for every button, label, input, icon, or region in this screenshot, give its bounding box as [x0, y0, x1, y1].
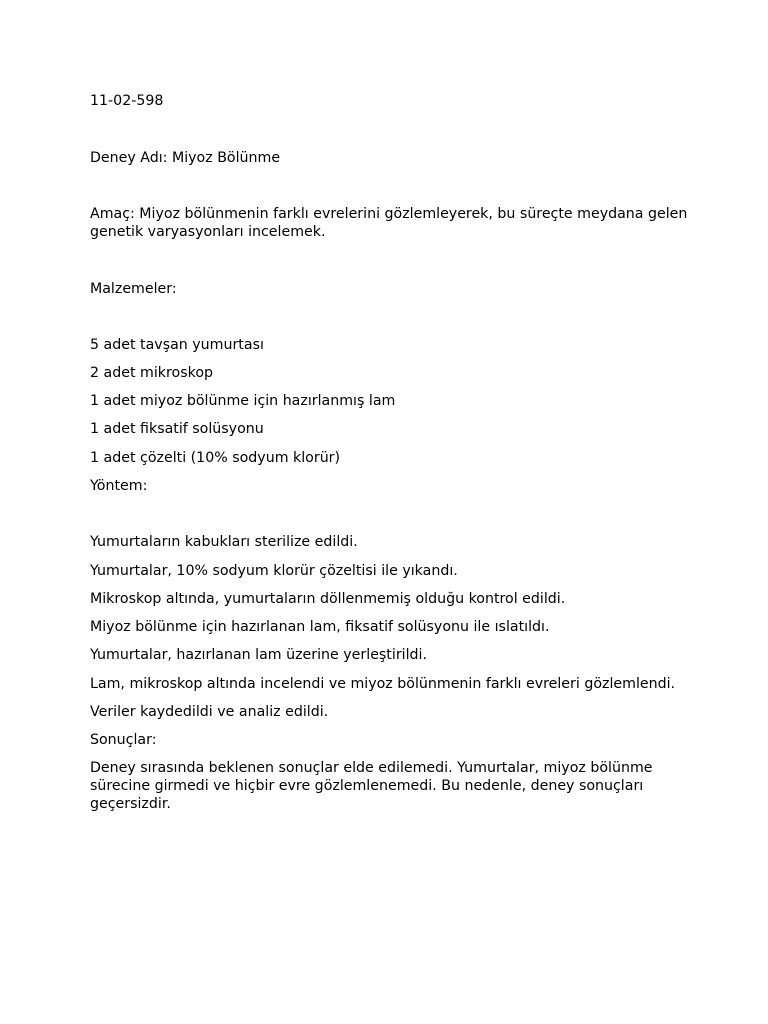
results-line: sürecine girmedi ve hiçbir evre gözlemlenemedi. Bu nedenle, deney sonuçları — [90, 778, 644, 794]
material-item: 5 adet tavşan yumurtası — [90, 337, 264, 353]
experiment-title: Deney Adı: Miyoz Bölünme — [90, 150, 281, 166]
material-item: 1 adet miyoz bölünme için hazırlanmış lam — [90, 393, 396, 409]
material-item: 1 adet fiksatif solüsyonu — [90, 421, 264, 437]
aim-line: Amaç: Miyoz bölünmenin farklı evrelerini gözlemleyerek, bu süreçte meydana gelen — [90, 206, 688, 222]
method-step: Veriler kaydedildi ve analiz edildi. — [90, 704, 329, 720]
method-step: Yumurtalar, hazırlanan lam üzerine yerleştirildi. — [90, 647, 427, 663]
results-line: Deney sırasında beklenen sonuçlar elde edilemedi. Yumurtalar, miyoz bölünme — [90, 760, 653, 776]
aim-paragraph — [90, 205, 690, 241]
results-line: geçersizdir. — [90, 796, 171, 812]
method-step: Yumurtaların kabukları sterilize edildi. — [90, 534, 358, 550]
material-item: 1 adet çözelti (10% sodyum klorür) — [90, 450, 341, 466]
method-step: Lam, mikroskop altında incelendi ve miyoz bölünmenin farklı evreleri gözlemlendi. — [90, 676, 676, 692]
method-heading: Yöntem: — [90, 478, 148, 494]
material-item: 2 adet mikroskop — [90, 365, 214, 381]
method-step: Yumurtalar, 10% sodyum klorür çözeltisi ile yıkandı. — [90, 563, 458, 579]
results-heading: Sonuçlar: — [90, 732, 157, 748]
materials-heading: Malzemeler: — [90, 281, 177, 297]
method-step: Miyoz bölünme için hazırlanan lam, fiksatif solüsyonu ile ıslatıldı. — [90, 619, 550, 635]
method-step: Mikroskop altında, yumurtaların döllenmemiş olduğu kontrol edildi. — [90, 591, 566, 607]
results-paragraph — [90, 759, 690, 813]
aim-line: genetik varyasyonları incelemek. — [90, 224, 326, 240]
document-code: 11-02-598 — [90, 93, 164, 109]
